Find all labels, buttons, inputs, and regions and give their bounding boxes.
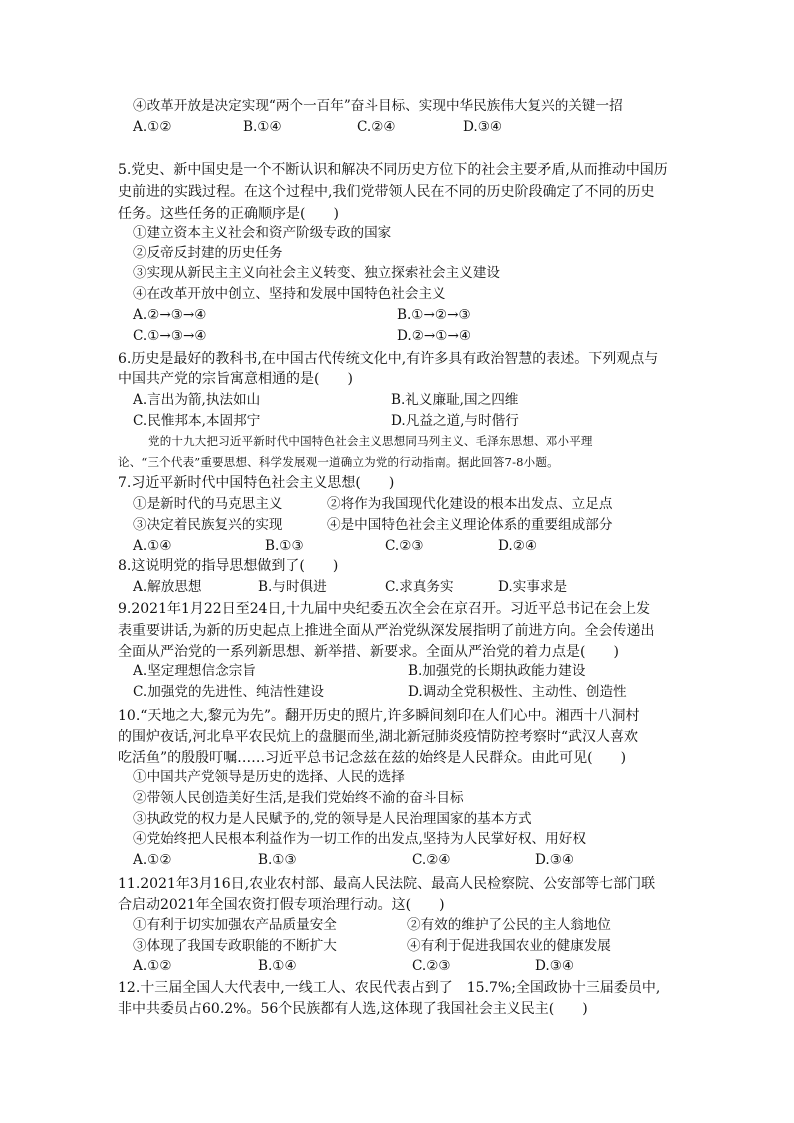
q10-stem-line-2: 的围炉夜话,河北阜平农民炕上的盘腿而坐,湖北新冠肺炎疫情防控考察时“武汉人喜欢 bbox=[118, 729, 639, 745]
q7-item-3: ③决定着民族复兴的实现 bbox=[133, 517, 283, 533]
q9-option-a: A.坚定理想信念宗旨 bbox=[133, 663, 256, 679]
q11-item-4: ④有利于促进我国农业的健康发展 bbox=[407, 938, 611, 954]
q12-stem-line-1: 12.十三届全国人大代表中,一线工人、农民代表占到了 15.7%;全国政协十三届委员中, bbox=[118, 980, 661, 996]
q10-item-2: ②带领人民创造美好生活,是我们党始终不渝的奋斗目标 bbox=[133, 790, 464, 806]
q8-option-c: C.求真务实 bbox=[385, 579, 454, 595]
q5-item-3: ③实现从新民主主义向社会主义转变、独立探索社会主义建设 bbox=[133, 265, 501, 281]
q8-option-b: B.与时俱进 bbox=[258, 579, 327, 595]
q7-option-a: A.①④ bbox=[133, 538, 172, 554]
q8-stem: 8.这说明党的指导思想做到了( ) bbox=[118, 558, 339, 574]
q5-option-b: B.①→②→③ bbox=[397, 307, 471, 323]
q9-stem-line-1: 9.2021年1月22日至24日,十九届中央纪委五次全会在京召开。习近平总书记在会上发 bbox=[118, 601, 650, 617]
q10-item-1: ①中国共产党领导是历史的选择、人民的选择 bbox=[133, 769, 405, 785]
q9-option-c: C.加强党的先进性、纯洁性建设 bbox=[133, 684, 324, 700]
q11-item-1: ①有利于切实加强农产品质量安全 bbox=[133, 917, 337, 933]
q6-stem-line-1: 6.历史是最好的教科书,在中国古代传统文化中,有许多具有政治智慧的表述。下列观点与 bbox=[118, 351, 659, 367]
q8-option-a: A.解放思想 bbox=[133, 579, 202, 595]
q10-stem-line-1: 10.“天地之大,黎元为先”。翻开历史的照片,许多瞬间刻印在人们心中。湘西十八洞村 bbox=[118, 708, 640, 724]
q5-option-d: D.②→①→④ bbox=[397, 328, 472, 344]
q11-item-2: ②有效的维护了公民的主人翁地位 bbox=[407, 917, 611, 933]
q7-option-b: B.①③ bbox=[265, 538, 304, 554]
q11-option-a: A.①② bbox=[133, 958, 172, 974]
q10-stem-line-3: 吃活鱼”的殷殷叮嘱……习近平总书记念兹在兹的始终是人民群众。由此可见( ) bbox=[118, 750, 627, 766]
q10-option-b: B.①③ bbox=[258, 852, 297, 868]
q11-option-d: D.③④ bbox=[535, 958, 575, 974]
q4-option-a: A.①② bbox=[133, 119, 172, 135]
q4-option-b: B.①④ bbox=[243, 119, 282, 135]
q7-stem: 7.习近平新时代中国特色社会主义思想( ) bbox=[118, 475, 395, 491]
q5-item-4: ④在改革开放中创立、坚持和发展中国特色社会主义 bbox=[133, 286, 446, 302]
passage-7-8-line-1: 党的十九大把习近平新时代中国特色社会主义思想同马列主义、毛泽东思想、邓小平理 bbox=[148, 434, 593, 448]
q4-option-d: D.③④ bbox=[463, 119, 503, 135]
passage-7-8-line-2: 论、“三个代表”重要思想、科学发展观一道确立为党的行动指南。据此回答7-8小题。 bbox=[118, 455, 559, 469]
q11-option-b: B.①④ bbox=[258, 958, 297, 974]
q5-item-2: ②反帝反封建的历史任务 bbox=[133, 245, 283, 261]
q7-item-4: ④是中国特色社会主义理论体系的重要组成部分 bbox=[327, 517, 613, 533]
q5-item-1: ①建立资本主义社会和资产阶级专政的国家 bbox=[133, 225, 392, 241]
q4-option-c: C.②④ bbox=[357, 119, 396, 135]
q6-option-a: A.言出为箭,执法如山 bbox=[133, 392, 261, 408]
q7-item-1: ①是新时代的马克思主义 bbox=[133, 496, 283, 512]
q10-option-c: C.②④ bbox=[412, 852, 451, 868]
q7-item-2: ②将作为我国现代化建设的根本出发点、立足点 bbox=[327, 496, 613, 512]
q5-option-c: C.①→③→④ bbox=[133, 328, 207, 344]
q10-option-d: D.③④ bbox=[535, 852, 575, 868]
q7-option-d: D.②④ bbox=[498, 538, 538, 554]
q9-stem-line-2: 表重要讲话,为新的历史起点上推进全面从严治党纵深发展指明了前进方向。全会传递出 bbox=[118, 623, 655, 639]
q10-item-4: ④党始终把人民根本利益作为一切工作的出发点,坚持为人民掌好权、用好权 bbox=[133, 831, 586, 847]
q9-option-d: D.调动全党积极性、主动性、创造性 bbox=[408, 684, 627, 700]
q11-option-c: C.②③ bbox=[412, 958, 451, 974]
q11-stem-line-1: 11.2021年3月16日,农业农村部、最高人民法院、最高人民检察院、公安部等七部门联 bbox=[118, 876, 656, 892]
q11-stem-line-2: 合启动2021年全国农资打假专项治理行动。这( ) bbox=[118, 897, 445, 913]
q7-option-c: C.②③ bbox=[385, 538, 424, 554]
q6-option-d: D.凡益之道,与时偕行 bbox=[391, 413, 519, 429]
q12-stem-line-2: 非中共委员占60.2%。56个民族都有人选,这体现了我国社会主义民主( ) bbox=[118, 1001, 588, 1017]
q6-option-b: B.礼义廉耻,国之四维 bbox=[391, 392, 519, 408]
q5-option-a: A.②→③→④ bbox=[133, 307, 207, 323]
q9-stem-line-3: 全面从严治党的一系列新思想、新举措、新要求。全面从严治党的着力点是( ) bbox=[118, 644, 619, 660]
q10-item-3: ③执政党的权力是人民赋予的,党的领导是人民治理国家的基本方式 bbox=[133, 811, 532, 827]
q10-option-a: A.①② bbox=[133, 852, 172, 868]
q6-option-c: C.民惟邦本,本固邦宁 bbox=[133, 413, 261, 429]
q5-stem-line-3: 任务。这些任务的正确顺序是( ) bbox=[118, 206, 339, 222]
q5-stem-line-2: 史前进的实践过程。在这个过程中,我们党带领人民在不同的历史阶段确定了不同的历史 bbox=[118, 184, 655, 200]
q9-option-b: B.加强党的长期执政能力建设 bbox=[408, 663, 586, 679]
q6-stem-line-2: 中国共产党的宗旨寓意相通的是( ) bbox=[118, 371, 353, 387]
q4-item-4: ④改革开放是决定实现“两个一百年”奋斗目标、实现中华民族伟大复兴的关键一招 bbox=[133, 98, 623, 114]
q5-stem-line-1: 5.党史、新中国史是一个不断认识和解决不同历史方位下的社会主要矛盾,从而推动中国历 bbox=[118, 162, 668, 178]
q8-option-d: D.实事求是 bbox=[498, 579, 568, 595]
q11-item-3: ③体现了我国专政职能的不断扩大 bbox=[133, 938, 337, 954]
